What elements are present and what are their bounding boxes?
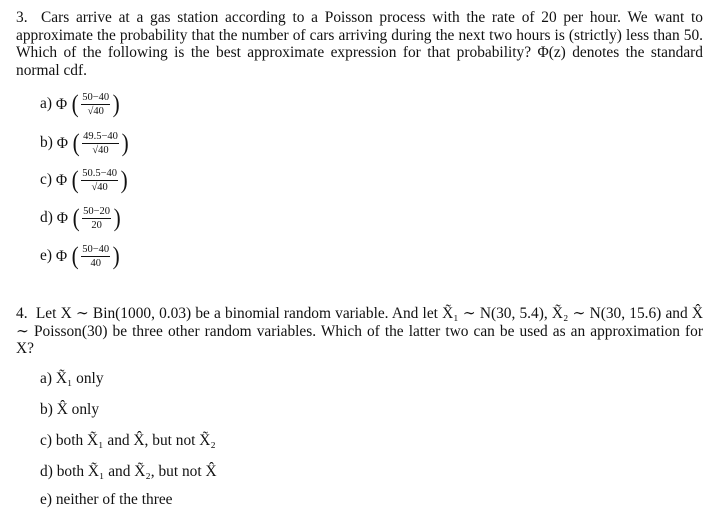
option-text: X̃₁ only — [55, 370, 104, 387]
q4-option-a — [40, 370, 104, 388]
fraction-denominator: √40 — [92, 145, 109, 156]
option-label: d) — [40, 209, 53, 227]
q3-option-d: d) Φ ( $\frac{50-20}{20}$ ) — [40, 204, 121, 232]
option-label: e) — [40, 491, 52, 508]
q4-option-b — [40, 401, 99, 419]
q3-option-b: b) Φ ( $\frac{49.5-40}{√40}$ ) — [40, 129, 129, 157]
option-text: X̂ only — [56, 401, 100, 418]
question-3-text: 3. Cars arrive at a gas station according to a Poisson process with the rate of 20 per hour. We want to approximate the probability that the number of cars arriving during the next two hours is (strictly) less than 50. Which of the following is the best approximate expression for that probability? Φ(z) denotes the standard normal cdf. — [16, 9, 703, 79]
option-text: both X̃₁ and X̂, but not X̃₂ — [55, 432, 216, 449]
fraction-numerator: 50−40 — [82, 92, 110, 103]
q4-option-c — [40, 432, 216, 450]
fraction-denominator: 40 — [90, 258, 101, 269]
fraction-numerator: 50.5−40 — [82, 168, 118, 179]
option-label: b) — [40, 134, 53, 152]
fraction-denominator: √40 — [91, 182, 108, 193]
option-label: c) — [40, 171, 52, 189]
phi-symbol: Φ — [55, 95, 68, 113]
option-label: c) — [40, 432, 52, 449]
option-label: e) — [40, 247, 52, 265]
option-label: b) — [40, 401, 53, 418]
fraction-denominator: √40 — [87, 106, 104, 117]
option-text: neither of the three — [55, 491, 173, 508]
question-4-text: 4. Let X ∼ Bin(1000, 0.03) be a binomial random variable. And let X̃₁ ∼ N(30, 5.4), X̃₂ ∼ N(30, 15.6) and X̂ ∼ Poisson(30) be three other random variables. Which of the latter two can be used as an approximation for X? — [16, 305, 703, 357]
phi-symbol: Φ — [56, 134, 68, 152]
option-label: d) — [40, 463, 53, 480]
option-text: both X̃₁ and X̃₂, but not X̂ — [56, 463, 217, 480]
q4-option-d — [40, 463, 217, 481]
fraction-numerator: 49.5−40 — [83, 131, 118, 142]
option-label: a) — [40, 95, 52, 113]
fraction-numerator: 50−20 — [83, 206, 111, 217]
option-label: a) — [40, 370, 52, 387]
q3-option-c: c) Φ ( $\frac{50.5-40}{√40}$ ) — [40, 166, 128, 194]
q3-option-e: e) Φ ( $\frac{50-40}{40}$ ) — [40, 242, 120, 270]
q4-option-e — [40, 491, 172, 509]
phi-symbol: Φ — [56, 209, 68, 227]
q3-option-a: a) Φ ( $\frac{50-40}{√40}$ ) — [40, 90, 120, 118]
phi-symbol: Φ — [55, 171, 68, 189]
fraction-numerator: 50−40 — [82, 244, 110, 255]
fraction-denominator: 20 — [91, 220, 102, 231]
phi-symbol: Φ — [55, 247, 68, 265]
